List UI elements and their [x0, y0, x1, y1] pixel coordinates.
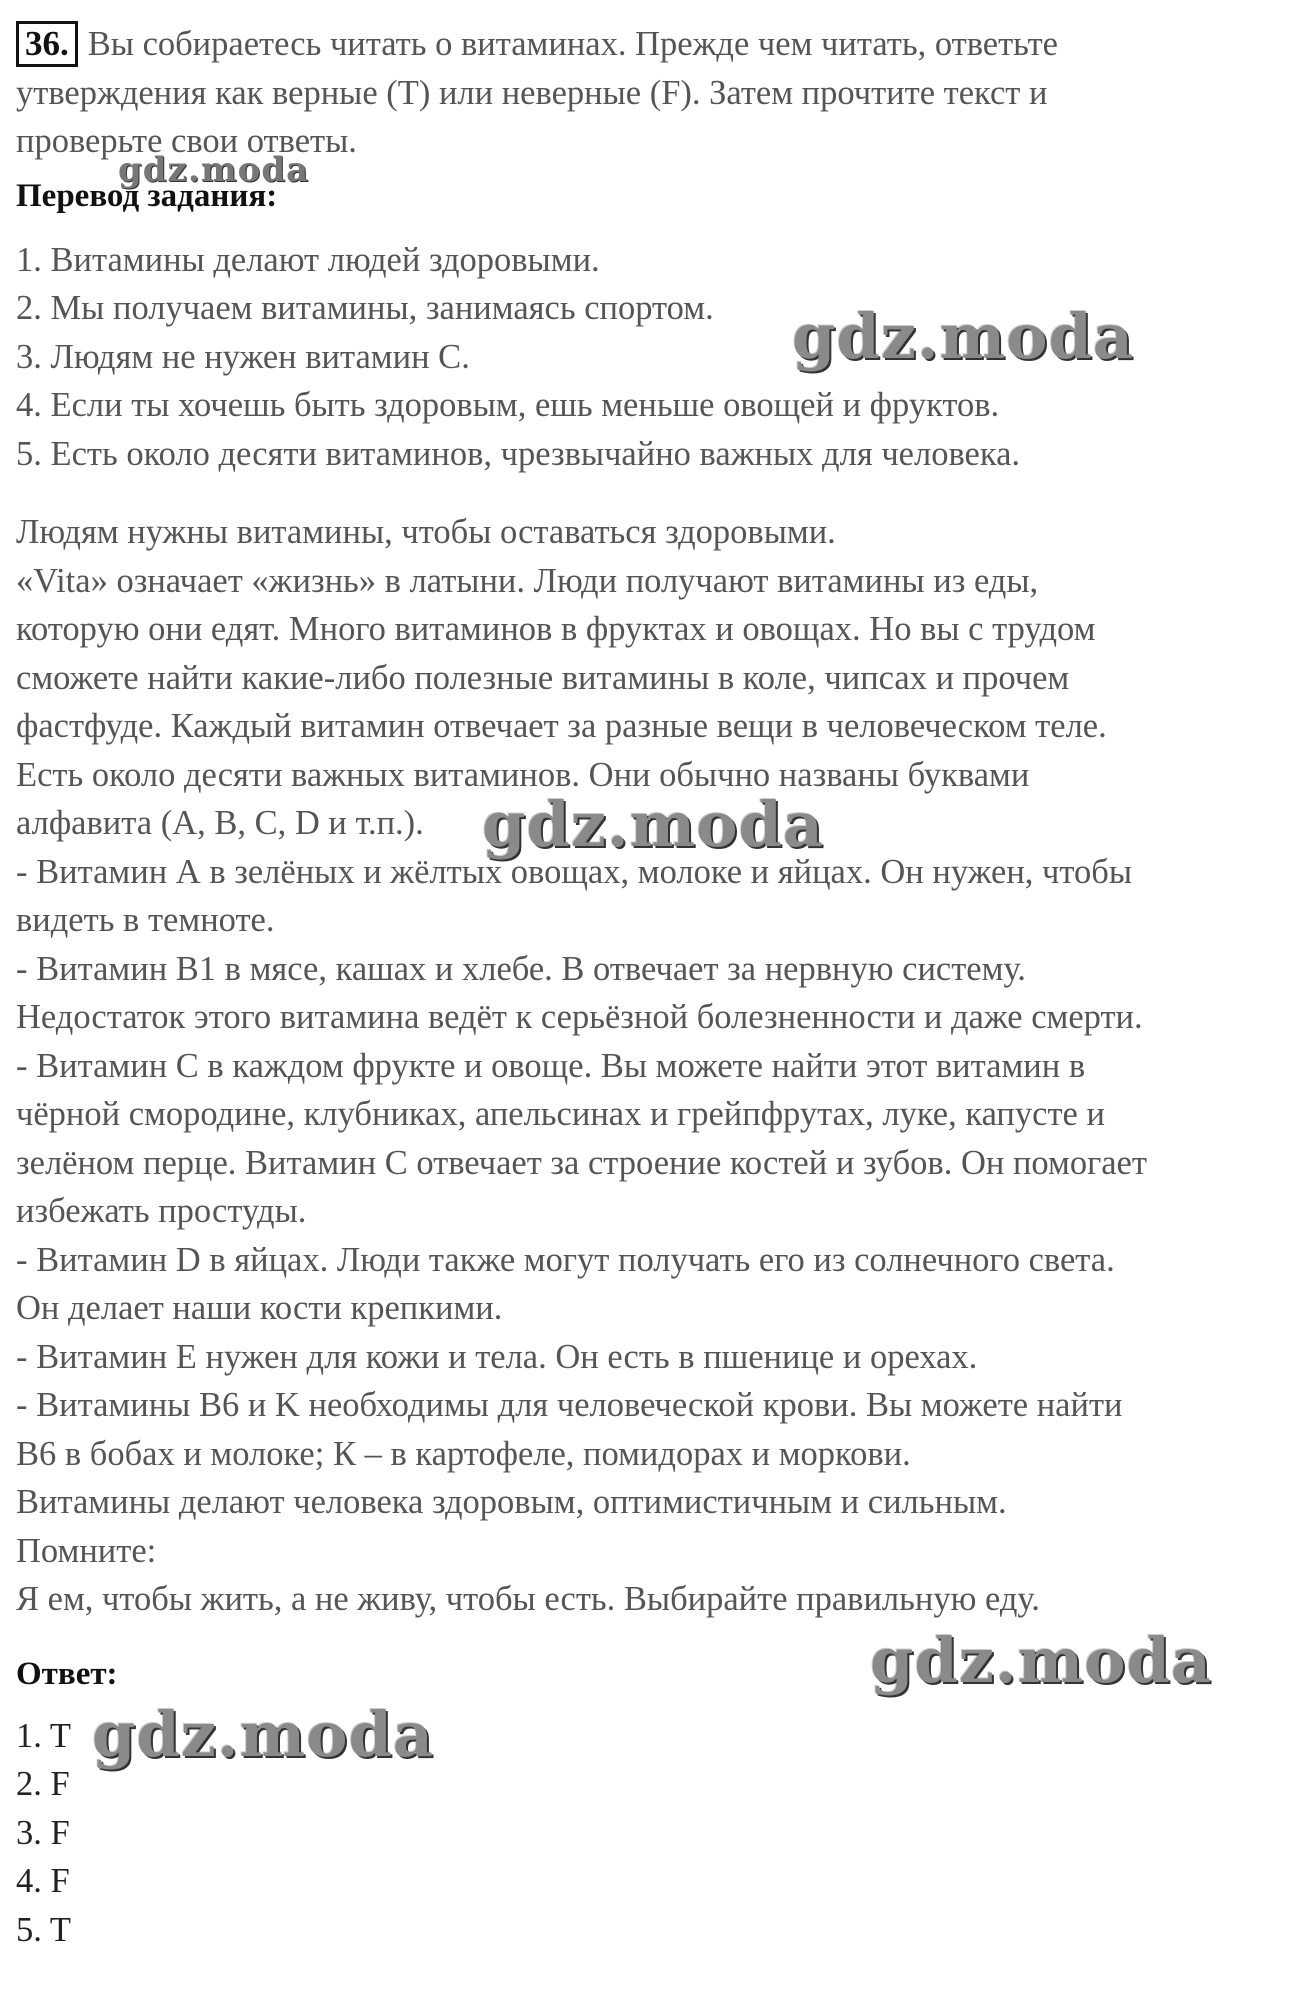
answer-heading: Ответ:: [16, 1655, 118, 1692]
translation-heading: Перевод задания:: [16, 177, 278, 214]
text-line: - Витамин B1 в мясе, кашах и хлебе. В отвечает за нервную систему.: [16, 949, 1026, 988]
text-line: зелёном перце. Витамин С отвечает за строение костей и зубов. Он помогает: [16, 1143, 1147, 1182]
task-intro-line: [16, 20, 1296, 69]
answer-item: 2. F: [16, 1765, 70, 1803]
text-line: - Витамин E нужен для кожи и тела. Он есть в пшенице и орехах.: [16, 1337, 978, 1376]
statement-item: 2. Мы получаем витамины, занимаясь спортом.: [16, 289, 714, 327]
answer-item: 5. T: [16, 1910, 71, 1949]
text-line: Он делает наши кости крепкими.: [16, 1289, 503, 1327]
statement-item: 1. Витамины делают людей здоровыми.: [16, 240, 600, 279]
text-line: - Витамин С в каждом фрукте и овоще. Вы можете найти этот витамин в: [16, 1046, 1086, 1085]
task-intro: [16, 20, 1296, 166]
text-line: Есть около десяти важных витаминов. Они обычно названы буквами: [16, 755, 1030, 794]
watermark-logo: gdz.moda: [482, 788, 824, 861]
text-line: чёрной смородине, клубниках, апельсинах и грейпфрутах, луке, капусте и: [16, 1095, 1105, 1133]
text-line: Помните:: [16, 1531, 157, 1570]
statement-item: 3. Людям не нужен витамин С.: [16, 337, 470, 376]
task-intro-line: утверждения как верные (T) или неверные (F). Затем прочтите текст и: [16, 73, 1048, 112]
task-number: 36.: [16, 21, 78, 67]
statement-item: 4. Если ты хочешь быть здоровым, ешь меньше овощей и фруктов.: [16, 386, 1000, 424]
task-intro-text: Вы собираетесь читать о витаминах. Прежде чем читать, ответьте: [87, 25, 1058, 63]
answer-item: 1. T: [16, 1716, 71, 1755]
answer-item: 3. F: [16, 1813, 70, 1852]
text-line: которую они едят. Много витаминов в фруктах и овощах. Но вы с трудом: [16, 610, 1096, 648]
watermark-logo: gdz.moda: [870, 1624, 1212, 1697]
watermark-logo: gdz.moda: [118, 150, 310, 190]
text-line: алфавита (А, B, C, D и т.п.).: [16, 804, 424, 842]
text-line: сможете найти какие-либо полезные витамины в коле, чипсах и прочем: [16, 658, 1070, 697]
text-line: «Vita» означает «жизнь» в латыни. Люди получают витамины из еды,: [16, 561, 1039, 600]
answer-item: 4. F: [16, 1862, 70, 1900]
text-line: избежать простуды.: [16, 1192, 307, 1230]
watermark-logo: gdz.moda: [792, 300, 1134, 373]
text-line: Недостаток этого витамина ведёт к серьёзной болезненности и даже смерти.: [16, 998, 1143, 1036]
text-line: Витамины делают человека здоровым, оптимистичным и сильным.: [16, 1483, 1007, 1521]
text-line: Людям нужны витамины, чтобы оставаться здоровыми.: [16, 513, 836, 551]
text-line: видеть в темноте.: [16, 901, 275, 939]
spacer: [16, 478, 1296, 508]
text-line: - Витамин D в яйцах. Люди также могут получать его из солнечного света.: [16, 1240, 1115, 1279]
text-line: Я ем, чтобы жить, а не живу, чтобы есть. Выбирайте правильную еду.: [16, 1580, 1040, 1618]
text-line: B6 в бобах и молоке; К – в картофеле, помидорах и моркови.: [16, 1434, 911, 1473]
text-line: - Витамин А в зелёных и жёлтых овощах, молоке и яйцах. Он нужен, чтобы: [16, 852, 1132, 891]
text-line: - Витамины B6 и K необходимы для человеческой крови. Вы можете найти: [16, 1386, 1123, 1424]
watermark-logo: gdz.moda: [92, 1698, 434, 1771]
statement-item: 5. Есть около десяти витаминов, чрезвычайно важных для человека.: [16, 434, 1021, 473]
task-intro-line: проверьте свои ответы.: [16, 122, 357, 160]
text-line: фастфуде. Каждый витамин отвечает за разные вещи в человеческом теле.: [16, 707, 1107, 745]
translated-text: [16, 508, 1296, 1624]
